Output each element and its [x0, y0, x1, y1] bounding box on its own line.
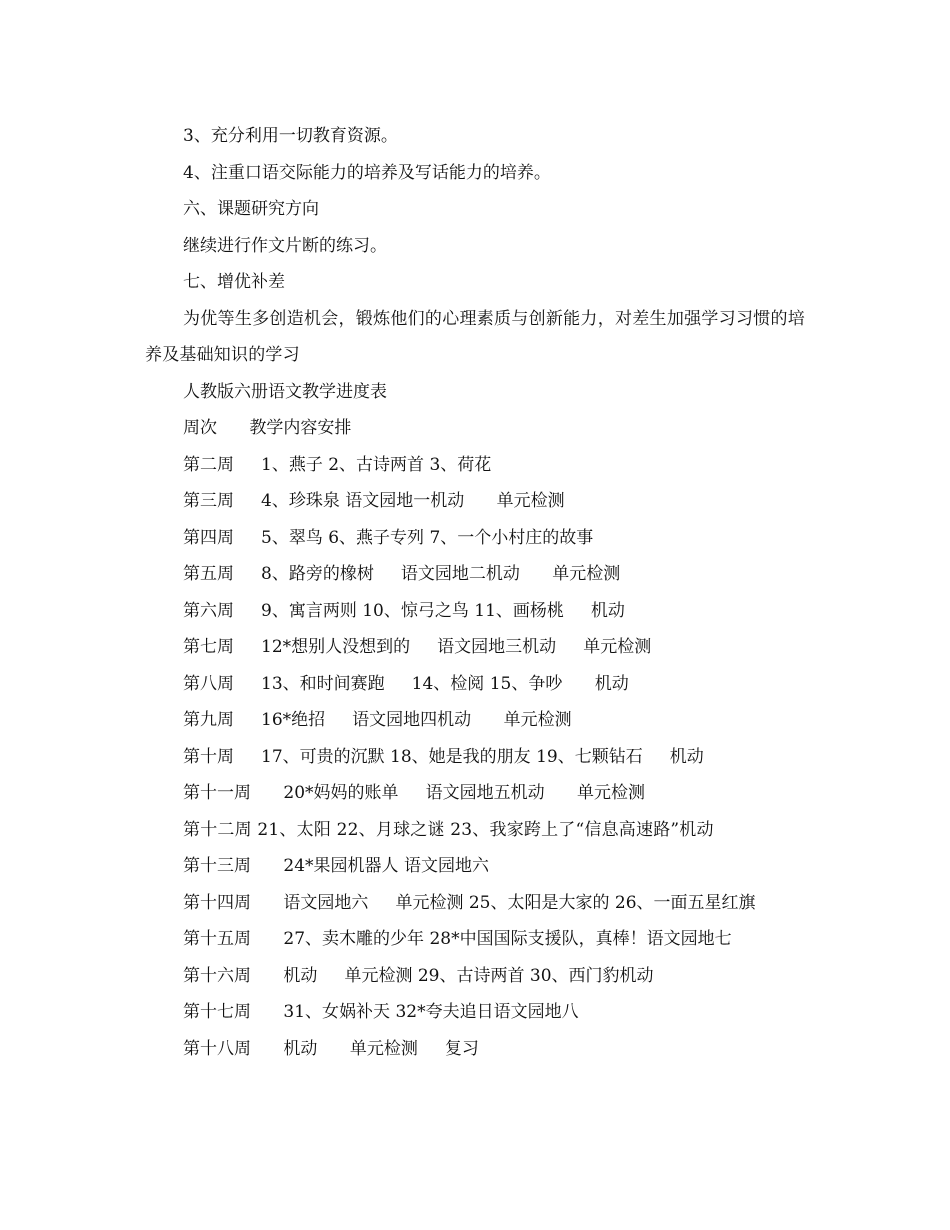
schedule-row: 第五周 8、路旁的橡树 语文园地二机动 单元检测 [183, 564, 621, 584]
schedule-row: 第十四周 语文园地六 单元检测 25、太阳是大家的 26、一面五星红旗 [183, 892, 756, 913]
section-heading-research: 六、课题研究方向 [183, 199, 319, 219]
schedule-row: 第九周 16*绝招 语文园地四机动 单元检测 [183, 710, 572, 730]
schedule-row: 第十五周 27、卖木雕的少年 28*中国国际支援队，真棒！语文园地七 [183, 929, 732, 949]
schedule-row: 第十七周 31、女娲补天 32*夸夫追日语文园地八 [183, 1002, 579, 1022]
list-item-resources: 3、充分利用一切教育资源。 [183, 126, 398, 146]
schedule-row: 第四周 5、翠鸟 6、燕子专列 7、一个小村庄的故事 [183, 527, 594, 548]
schedule-row: 第六周 9、寓言两则 10、惊弓之鸟 11、画杨桃 机动 [183, 600, 625, 621]
paragraph-research: 继续进行作文片断的练习。 [183, 235, 387, 256]
document-body [145, 118, 805, 1067]
schedule-row: 第十二周 21、太阳 22、月球之谜 23、我家跨上了“信息高速路”机动 [183, 819, 714, 840]
schedule-row: 第八周 13、和时间赛跑 14、检阅 15、争吵 机动 [183, 673, 629, 694]
schedule-row: 第十周 17、可贵的沉默 18、她是我的朋友 19、七颗钻石 机动 [183, 746, 704, 767]
section-heading-improve: 七、增优补差 [183, 272, 285, 292]
paragraph-improve: 为优等生多创造机会，锻炼他们的心理素质与创新能力，对差生加强学习习惯的培养及基础知识的学习 [145, 308, 805, 365]
schedule-row: 第十三周 24*果园机器人 语文园地六 [183, 856, 489, 876]
schedule-row: 第七周 12*想别人没想到的 语文园地三机动 单元检测 [183, 637, 652, 657]
schedule-row: 第十六周 机动 单元检测 29、古诗两首 30、西门豹机动 [183, 965, 654, 986]
schedule-row: 第二周 1、燕子 2、古诗两首 3、荷花 [183, 454, 492, 475]
schedule-title: 人教版六册语文教学进度表 [183, 381, 387, 402]
schedule-header-row: 周次 教学内容安排 [183, 418, 352, 438]
schedule-row: 第十八周 机动 单元检测 复习 [183, 1038, 479, 1059]
schedule-row: 第三周 4、珍珠泉 语文园地一机动 单元检测 [183, 491, 565, 511]
list-item-communication: 4、注重口语交际能力的培养及写话能力的培养。 [183, 162, 551, 183]
schedule-row: 第十一周 20*妈妈的账单 语文园地五机动 单元检测 [183, 783, 645, 803]
